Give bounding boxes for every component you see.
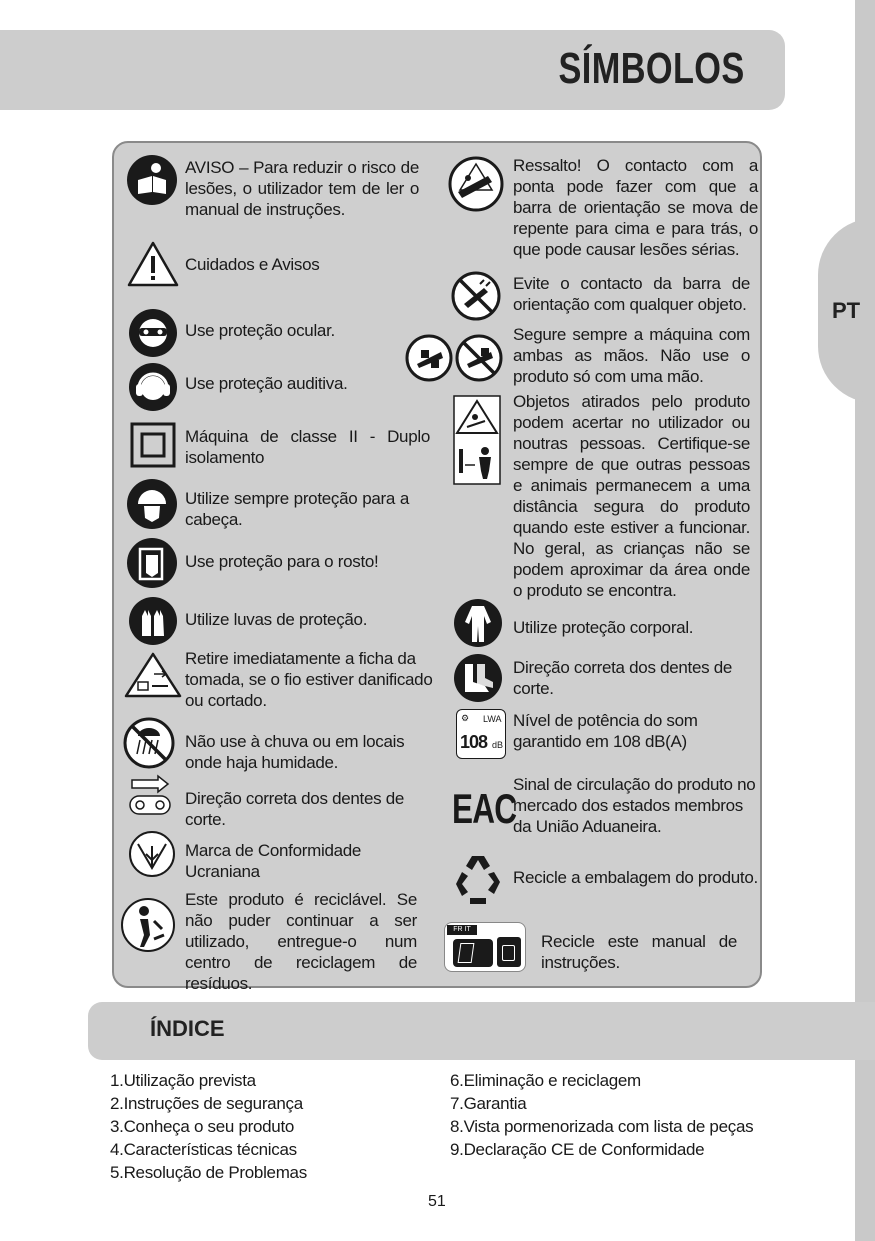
bin-inner-icon: [502, 945, 515, 961]
ear-protection-icon: [128, 362, 178, 412]
index-column-2: [450, 1069, 753, 1161]
sound-power-icon: [456, 709, 506, 759]
thrown-objects-icon: [453, 395, 501, 485]
chain-direction-icon: [128, 772, 174, 818]
symbol-text: Segure sempre a máquina com ambas as mãos. Não use o produto só com uma mão.: [513, 325, 750, 386]
read-manual-icon: [126, 154, 178, 206]
language-tab-label: PT: [832, 298, 861, 323]
index-entry: 6.Eliminação e reciclagem: [450, 1071, 641, 1090]
symbol-text: Sinal de circulação do produto no mercado dos estados membros da União Aduaneira.: [513, 775, 756, 836]
face-protection-icon: [126, 537, 178, 589]
symbol-text: Direção correta dos dentes de corte.: [185, 789, 405, 829]
eac-mark-icon: EAC: [452, 785, 517, 832]
ukraine-conformity-icon: [128, 830, 176, 878]
symbol-text: Máquina de classe II - Duplo isolamento: [185, 427, 430, 467]
unplug-damaged-cable-icon: [124, 652, 182, 698]
symbol-text: Recicle este manual de instruções.: [541, 932, 737, 972]
symbol-text: Use proteção ocular.: [185, 321, 335, 340]
no-rain-icon: [122, 716, 176, 770]
recycle-manual-icon: [444, 922, 526, 972]
symbol-text: Utilize proteção corporal.: [513, 618, 694, 637]
symbol-text: Não use à chuva ou em locais onde haja humidade.: [185, 732, 405, 772]
symbol-text: Retire imediatamente a ficha da tomada, se o fio estiver danificado ou cortado.: [185, 649, 433, 710]
eye-protection-icon: [128, 308, 178, 358]
index-entry: 7.Garantia: [450, 1094, 527, 1113]
symbol-text: Use proteção para o rosto!: [185, 552, 379, 571]
page-title: SÍMBOLOS: [558, 44, 745, 93]
index-title: ÍNDICE: [150, 1016, 225, 1041]
recycle-manual-tag: FR IT: [447, 925, 477, 935]
symbol-text: Utilize sempre proteção para a cabeça.: [185, 489, 409, 529]
warning-triangle-icon: [127, 240, 179, 288]
two-hands-left-icon: [405, 334, 453, 382]
symbol-text: Objetos atirados pelo produto podem acertar no utilizador ou noutras pessoas. Certifique-se sempre de que outras pessoas e animais permanecem a uma distância segura do produto quando este estiver a funcionar. No geral, as crianças não se podem aproximar da área onde o produto se encontra.: [513, 392, 750, 600]
symbol-text: Evite o contacto da barra de orientação com qualquer objeto.: [513, 274, 750, 314]
index-entry: 2.Instruções de segurança: [110, 1094, 303, 1113]
symbol-text: AVISO – Para reduzir o risco de lesões, o utilizador tem de ler o manual de instruções.: [185, 158, 419, 219]
symbol-text: Este produto é reciclável. Se não puder continuar a ser utilizado, entregue-o num centro de reciclagem de resíduos.: [185, 890, 417, 993]
two-hands-icon: [455, 334, 503, 382]
index-entry: 9.Declaração CE de Conformidade: [450, 1140, 705, 1159]
symbol-text: Recicle a embalagem do produto.: [513, 868, 758, 887]
sound-badge-unit: dB: [492, 740, 504, 750]
symbol-text: Use proteção auditiva.: [185, 374, 348, 393]
index-column-1: [110, 1069, 307, 1184]
symbol-text: Marca de Conformidade Ucraniana: [185, 841, 362, 881]
body-protection-icon: [453, 598, 503, 648]
recycle-packaging-icon: [450, 850, 506, 906]
index-entry: 5.Resolução de Problemas: [110, 1163, 307, 1182]
symbol-text: Cuidados e Avisos: [185, 255, 320, 274]
symbol-text: Ressalto! O contacto com a ponta pode fazer com que a barra de orientação se mova de repente para cima e para trás, o que pode causar lesões sérias.: [513, 156, 758, 259]
index-entry: 4.Características técnicas: [110, 1140, 297, 1159]
protective-gloves-icon: [128, 596, 178, 646]
page-number: 51: [428, 1193, 446, 1210]
symbol-text: Direção correta dos dentes de corte.: [513, 658, 733, 698]
sound-badge-gear-icon: ⚙: [461, 713, 470, 723]
title-band: [0, 30, 785, 110]
head-protection-icon: [126, 478, 178, 530]
index-entry: 3.Conheça o seu produto: [110, 1117, 295, 1136]
safety-boots-icon: [453, 652, 503, 704]
kickback-warning-icon: [448, 156, 504, 212]
manual-page-icon: [458, 943, 475, 963]
recyclable-product-icon: [120, 895, 180, 957]
class-ii-double-insulation-icon: [130, 422, 176, 468]
sound-badge-label: LWA: [483, 714, 502, 724]
symbol-text: Utilize luvas de proteção.: [185, 610, 368, 629]
index-entry: 8.Vista pormenorizada com lista de peças: [450, 1117, 754, 1136]
symbol-text: Nível de potência do som garantido em 108 dB(A): [513, 711, 698, 751]
no-bar-contact-icon: [450, 270, 502, 322]
sound-badge-value: 108: [460, 732, 488, 752]
index-entry: 1.Utilização prevista: [110, 1071, 256, 1090]
